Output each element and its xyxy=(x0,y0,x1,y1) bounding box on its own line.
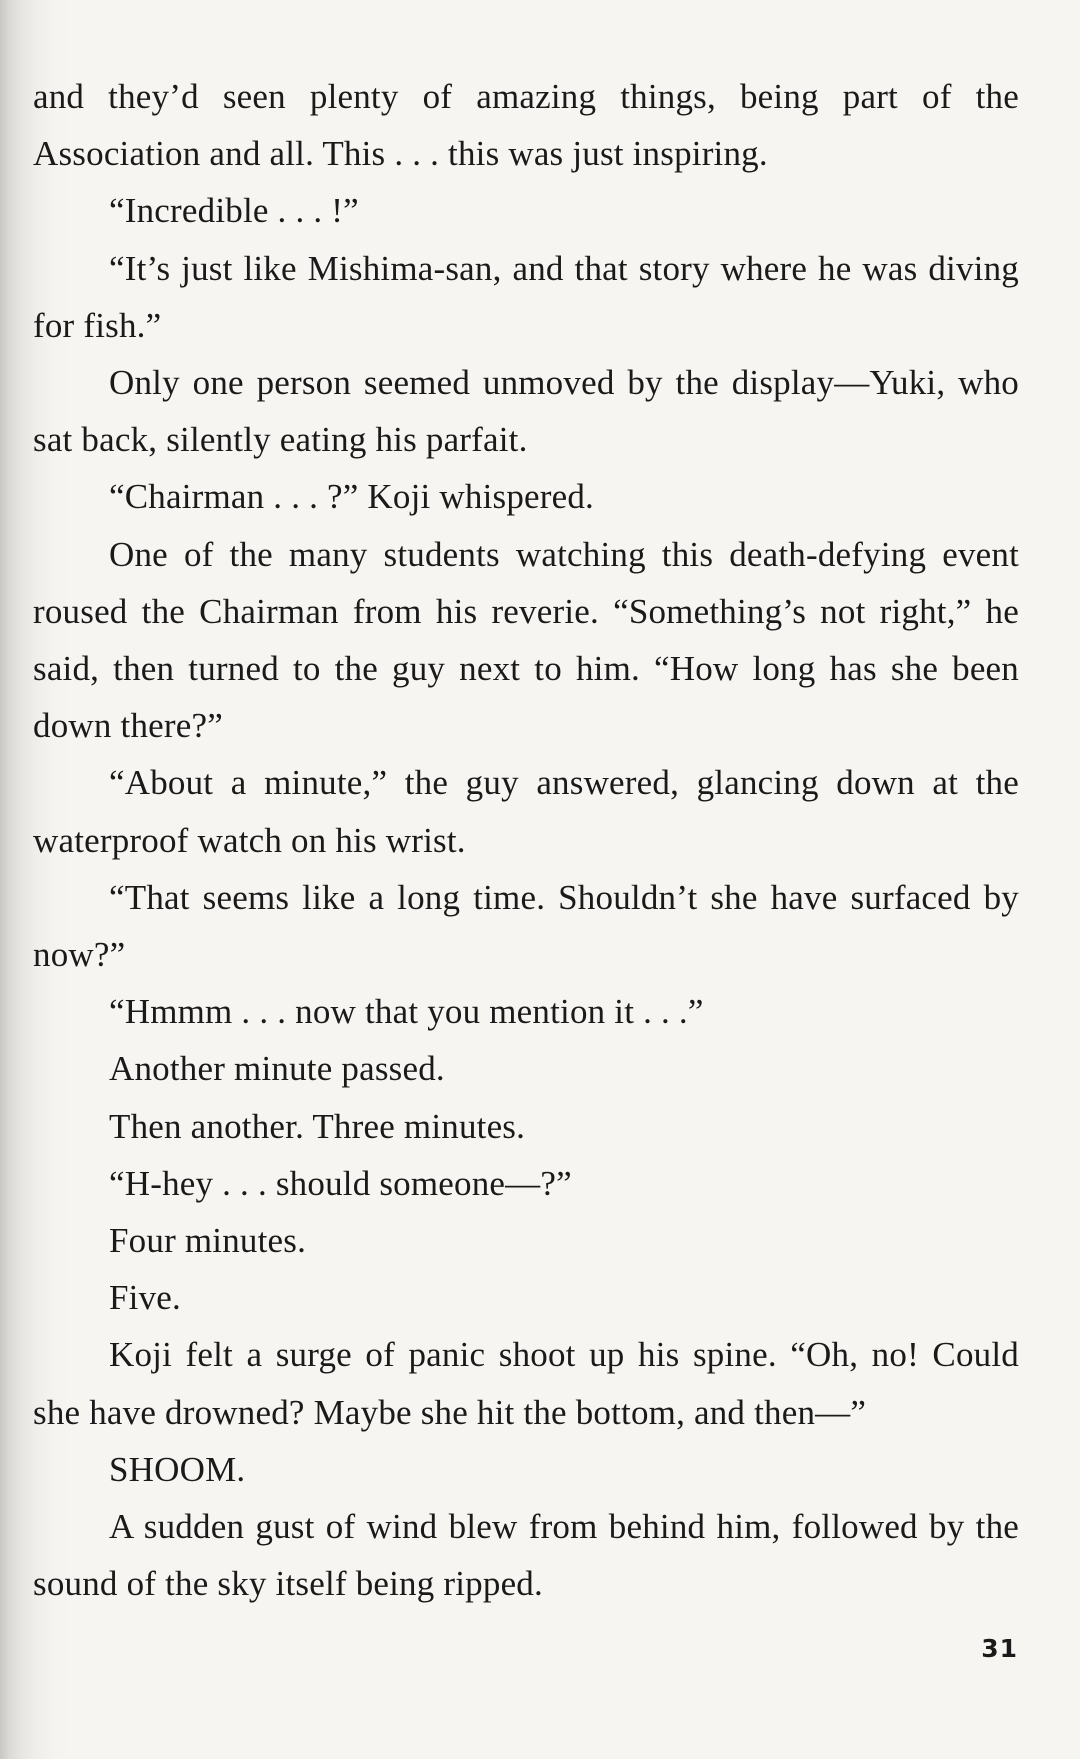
paragraph: and they’d seen plenty of amazing things, being part of the Association and all. This . . . this was just inspiring. xyxy=(33,77,1019,174)
paragraph: “Incredible . . . !” xyxy=(109,191,359,231)
paragraph: Then another. Three minutes. xyxy=(109,1106,526,1146)
paragraph: Only one person seemed unmoved by the display—Yuki, who sat back, silently eating his parfait. xyxy=(33,363,1019,460)
paragraph: “It’s just like Mishima-san, and that story where he was diving for fish.” xyxy=(33,248,1019,345)
paragraph: SHOOM. xyxy=(109,1449,246,1489)
page-number: 31 xyxy=(981,1634,1018,1663)
body-text xyxy=(33,68,1019,1612)
paragraph: A sudden gust of wind blew from behind him, followed by the sound of the sky itself being ripped. xyxy=(33,1507,1019,1604)
paragraph: “About a minute,” the guy answered, glancing down at the waterproof watch on his wrist. xyxy=(33,763,1019,860)
paragraph: Four minutes. xyxy=(109,1221,307,1261)
paragraph: Five. xyxy=(109,1278,181,1318)
paragraph: “H-hey . . . should someone—?” xyxy=(109,1163,572,1203)
paragraph: “Chairman . . . ?” Koji whispered. xyxy=(109,477,594,517)
paragraph: “Hmmm . . . now that you mention it . . .” xyxy=(109,992,704,1032)
paragraph: “That seems like a long time. Shouldn’t she have surfaced by now?” xyxy=(33,877,1019,975)
paragraph: Koji felt a surge of panic shoot up his spine. “Oh, no! Could she have drowned? Maybe she hit the bottom, and then—” xyxy=(33,1335,1019,1432)
paragraph: One of the many students watching this death-defying event roused the Chairman from his reverie. “Something’s not right,” he said, then turned to the guy next to him. “How long has she been down there?” xyxy=(33,534,1019,746)
paragraph: Another minute passed. xyxy=(109,1049,445,1089)
